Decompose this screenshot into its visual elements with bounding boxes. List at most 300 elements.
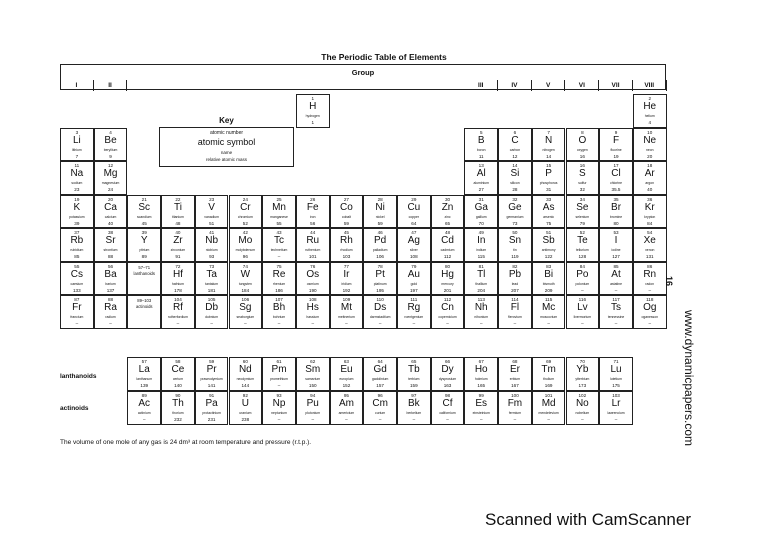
element-mass: 119	[511, 254, 519, 259]
element-mass: 232	[174, 417, 182, 422]
element-atomic-number: 40	[175, 230, 181, 235]
element-cell	[431, 228, 465, 262]
element-name: lithium	[71, 147, 82, 152]
element-atomic-number: 89	[141, 393, 147, 398]
element-symbol: Cu	[407, 201, 421, 213]
element-symbol: Cr	[240, 201, 251, 213]
element-atomic-number: 19	[74, 196, 80, 202]
element-mass: –	[581, 287, 584, 293]
element-cell	[464, 357, 498, 391]
element-atomic-number: 90	[175, 393, 181, 398]
element-name: astatine	[610, 281, 622, 286]
element-cell	[464, 262, 498, 296]
element-symbol: Po	[576, 268, 589, 280]
element-name: carbon	[509, 147, 521, 152]
element-symbol: Ta	[206, 268, 217, 280]
element-name: holmium	[474, 377, 488, 381]
element-symbol: Er	[509, 364, 520, 375]
element-cell	[464, 391, 498, 425]
element-atomic-number: 39	[141, 230, 147, 235]
element-mass: 75	[546, 220, 552, 226]
element-atomic-number: 93	[276, 393, 282, 398]
element-symbol: Sn	[508, 235, 522, 246]
element-cell	[60, 262, 94, 296]
element-cell	[363, 195, 397, 229]
element-name: oganesson	[641, 315, 659, 319]
element-mass: –	[277, 383, 281, 388]
element-atomic-number: 106	[241, 297, 250, 302]
footnote: The volume of one mole of any gas is 24 dm³ at room temperature and pressure (r.t.p.).	[60, 439, 312, 446]
element-mass: 24	[107, 187, 114, 192]
element-mass: 31	[546, 187, 552, 192]
element-symbol: Hf	[172, 268, 183, 280]
element-cell	[397, 357, 431, 391]
element-symbol: Au	[407, 268, 420, 280]
element-cell	[127, 195, 161, 229]
element-atomic-number: 53	[613, 230, 619, 235]
element-block-cell	[127, 262, 161, 296]
element-symbol: Sb	[542, 235, 555, 246]
element-cell	[94, 295, 128, 329]
element-name: neodymium	[236, 377, 255, 381]
element-atomic-number: 105	[207, 297, 216, 302]
element-cell	[599, 161, 633, 195]
element-name: bismuth	[542, 281, 555, 286]
element-atomic-number: 29	[411, 196, 417, 202]
element-cell	[127, 357, 161, 391]
element-atomic-number: 2	[648, 96, 652, 101]
element-cell	[498, 295, 532, 329]
element-cell	[464, 128, 498, 162]
element-mass: –	[648, 321, 652, 326]
element-mass: 106	[376, 254, 384, 259]
element-atomic-number: 52	[579, 230, 585, 235]
element-symbol: Ca	[104, 201, 117, 213]
element-mass: –	[446, 321, 449, 326]
element-atomic-number: 75	[276, 263, 282, 269]
lanthanoids-label: lanthanoids	[60, 373, 97, 380]
element-cell	[262, 195, 296, 229]
element-symbol: Es	[475, 398, 488, 409]
element-cell	[464, 295, 498, 329]
element-mass: –	[75, 321, 79, 326]
element-mass: –	[244, 321, 247, 326]
element-symbol: La	[138, 364, 150, 375]
element-mass: 165	[477, 383, 486, 388]
element-name: caesium	[70, 281, 84, 286]
element-mass: 157	[376, 383, 384, 388]
element-name: osmium	[306, 281, 319, 286]
element-name: fluorine	[610, 147, 622, 152]
element-name: niobium	[205, 248, 218, 252]
element-name: scandium	[136, 214, 152, 219]
element-name: potassium	[69, 214, 85, 219]
element-cell	[330, 357, 364, 391]
element-symbol: Fm	[507, 398, 523, 409]
element-atomic-number: 70	[579, 359, 585, 364]
element-atomic-number: 51	[546, 230, 552, 235]
element-cell	[599, 128, 633, 162]
element-cell	[566, 128, 600, 162]
element-name: fermium	[508, 411, 522, 415]
element-mass: 209	[544, 287, 553, 293]
element-cell	[498, 228, 532, 262]
element-name: boron	[476, 147, 486, 152]
element-name: samarium	[305, 377, 321, 381]
element-name: ytterbium	[575, 377, 590, 381]
element-cell	[363, 391, 397, 425]
element-atomic-number: 49	[478, 230, 484, 235]
element-symbol: Ni	[375, 201, 385, 213]
element-cell	[195, 195, 229, 229]
element-name: germanium	[506, 214, 524, 219]
element-symbol: Tb	[408, 364, 420, 375]
element-symbol: Mc	[541, 302, 556, 313]
element-name: nickel	[375, 214, 385, 219]
element-mass: 173	[578, 383, 587, 388]
element-mass: 56	[310, 220, 316, 226]
element-mass: –	[513, 417, 517, 422]
element-atomic-number: 26	[310, 196, 316, 202]
element-atomic-number: 42	[242, 230, 248, 235]
element-atomic-number: 32	[512, 196, 518, 202]
element-mass: 190	[308, 287, 317, 293]
element-symbol: Nd	[238, 364, 252, 375]
element-symbol: Xe	[643, 235, 656, 246]
element-name: selenium	[575, 214, 590, 219]
element-name: cadmium	[440, 248, 455, 252]
element-symbol: Fl	[510, 302, 520, 313]
element-mass: 7	[75, 153, 79, 159]
element-atomic-number: 64	[377, 359, 383, 364]
element-symbol: Pa	[205, 398, 218, 409]
element-name: lutetium	[610, 377, 622, 381]
element-name: zirconium	[170, 248, 186, 252]
element-symbol: Re	[272, 268, 286, 280]
element-cell	[296, 262, 330, 296]
element-atomic-number: 4	[109, 129, 112, 135]
element-symbol: Tc	[274, 235, 285, 246]
element-symbol: Mn	[272, 201, 286, 213]
element-atomic-number: 108	[308, 297, 317, 302]
element-name: promethium	[270, 377, 288, 381]
element-atomic-number: 35	[613, 196, 619, 202]
element-cell	[127, 228, 161, 262]
element-atomic-number: 14	[512, 163, 518, 168]
element-cell	[532, 295, 566, 329]
element-atomic-number: 12	[107, 163, 114, 168]
element-symbol: Te	[577, 235, 588, 246]
element-cell	[498, 161, 532, 195]
element-cell	[229, 262, 263, 296]
element-mass: 192	[342, 287, 351, 293]
element-atomic-number: 7	[547, 129, 550, 135]
element-symbol: Cs	[70, 268, 83, 280]
element-mass: 59	[377, 220, 383, 226]
page-title: The Periodic Table of Elements	[321, 52, 447, 62]
element-name: indium	[476, 248, 487, 252]
element-name: roentgenium	[404, 315, 424, 319]
element-mass: –	[547, 417, 550, 422]
element-symbol: Np	[272, 398, 286, 409]
element-mass: –	[277, 321, 281, 326]
element-atomic-number: 100	[511, 393, 519, 398]
element-name: plutonium	[305, 411, 321, 415]
element-symbol: Lu	[610, 364, 622, 375]
element-symbol: Sr	[105, 235, 116, 246]
element-symbol: Ce	[171, 364, 185, 375]
group-number: V	[532, 80, 566, 91]
element-symbol: F	[612, 134, 620, 146]
element-symbol: Rf	[172, 302, 183, 313]
element-name: tellurium	[575, 248, 589, 252]
element-symbol: Li	[72, 134, 81, 146]
element-mass: 144	[241, 383, 250, 388]
element-name: chlorine	[610, 181, 622, 185]
element-mass: –	[109, 321, 112, 326]
element-name: rutherfordium	[167, 315, 189, 319]
element-block-cell	[127, 295, 161, 329]
element-name: radium	[105, 315, 116, 319]
element-cell	[397, 195, 431, 229]
element-name: erbium	[509, 377, 521, 381]
element-atomic-number: 9	[614, 129, 618, 135]
element-cell	[498, 128, 532, 162]
element-cell	[633, 128, 667, 162]
element-mass: 186	[275, 287, 283, 293]
element-name: lead	[511, 281, 519, 286]
key-atomic-number: atomic number	[209, 130, 244, 136]
element-symbol: S	[579, 168, 586, 179]
element-symbol: Ti	[173, 201, 182, 213]
element-atomic-number: 61	[276, 359, 282, 364]
element-mass: 4	[648, 120, 652, 125]
group-number: VIII	[633, 80, 667, 91]
element-atomic-number: 27	[343, 196, 349, 202]
element-cell	[195, 391, 229, 425]
element-cell	[262, 391, 296, 425]
element-symbol: I	[614, 235, 618, 246]
element-cell	[195, 228, 229, 262]
element-atomic-number: 45	[343, 230, 349, 235]
element-symbol: He	[643, 101, 657, 112]
side-url: www.dynamicpapers.com	[682, 310, 696, 447]
element-cell	[60, 161, 94, 195]
element-mass: 27	[478, 187, 484, 192]
element-name: iron	[309, 214, 316, 219]
element-name: tin	[513, 248, 517, 252]
element-name: calcium	[104, 214, 117, 219]
element-cell	[633, 161, 667, 195]
element-mass: 12	[512, 153, 518, 159]
element-name: silver	[409, 248, 418, 252]
element-symbol: Kr	[644, 201, 655, 213]
element-mass: –	[176, 321, 180, 326]
element-cell	[532, 128, 566, 162]
element-mass: 40	[107, 220, 114, 226]
element-symbol: Al	[476, 168, 486, 179]
element-atomic-number: 46	[377, 230, 383, 235]
element-atomic-number: 15	[546, 163, 552, 168]
element-cell	[60, 228, 94, 262]
element-cell	[229, 228, 263, 262]
element-atomic-number: 98	[444, 393, 451, 398]
element-cell	[229, 391, 263, 425]
element-atomic-number: 6	[513, 129, 517, 135]
element-atomic-number: 28	[377, 196, 383, 202]
element-symbol: Gd	[373, 364, 387, 375]
element-mass: 88	[107, 254, 114, 259]
element-atomic-number: 63	[343, 359, 349, 364]
element-atomic-number: 84	[579, 263, 585, 269]
element-name: mendelevium	[538, 411, 559, 415]
element-name: ruthenium	[305, 248, 321, 252]
element-name: tennessine	[607, 315, 625, 319]
element-mass: –	[210, 321, 213, 326]
element-cell	[566, 195, 600, 229]
element-atomic-number: 104	[174, 297, 182, 302]
element-mass: –	[345, 321, 348, 326]
element-name: gallium	[475, 214, 487, 219]
element-atomic-number: 30	[444, 196, 451, 202]
element-cell	[633, 94, 667, 128]
element-symbol: Ba	[104, 268, 117, 280]
group-number: VI	[566, 80, 600, 91]
element-cell	[498, 195, 532, 229]
element-atomic-number: 87	[74, 297, 80, 302]
element-name: antimony	[541, 248, 556, 252]
element-atomic-number: 16	[579, 163, 585, 168]
element-atomic-number: 41	[209, 230, 215, 235]
element-cell	[262, 295, 296, 329]
element-mass: 9	[109, 153, 112, 159]
element-mass: –	[648, 287, 652, 293]
element-mass: –	[277, 417, 281, 422]
element-symbol: Rh	[340, 235, 353, 246]
element-cell	[94, 128, 128, 162]
element-atomic-number: 115	[544, 297, 553, 302]
element-mass: –	[412, 417, 416, 422]
element-symbol: Ds	[374, 302, 387, 313]
element-mass: 122	[544, 254, 553, 259]
element-cell	[498, 391, 532, 425]
element-atomic-number: 3	[75, 129, 79, 135]
element-name: bromine	[609, 214, 623, 219]
element-symbol: Zr	[173, 235, 183, 246]
element-name: copernicium	[438, 315, 457, 319]
element-atomic-number: 65	[411, 359, 417, 364]
element-name: terbium	[408, 377, 420, 381]
element-cell	[566, 228, 600, 262]
element-symbol: Be	[104, 134, 117, 146]
element-cell	[532, 161, 566, 195]
element-cell	[330, 228, 364, 262]
element-mass: 45	[141, 220, 147, 226]
element-cell	[566, 391, 600, 425]
element-symbol: Ne	[643, 134, 657, 146]
element-name: neon	[645, 147, 654, 152]
element-symbol: Mo	[238, 235, 253, 246]
element-cell	[397, 391, 431, 425]
element-mass: 175	[612, 383, 620, 388]
element-cell	[532, 357, 566, 391]
element-name: aluminium	[473, 181, 489, 185]
element-atomic-number: 95	[343, 393, 349, 398]
element-symbol: As	[542, 201, 555, 213]
element-name: praseodymium	[200, 377, 223, 381]
element-cell	[633, 228, 667, 262]
element-mass: –	[378, 417, 382, 422]
element-name: rhenium	[272, 281, 286, 286]
key-atomic-symbol: atomic symbol	[197, 137, 256, 147]
element-atomic-number: 59	[209, 359, 215, 364]
element-symbol: Pd	[374, 235, 387, 246]
element-symbol: Y	[140, 235, 148, 246]
element-symbol: No	[575, 398, 589, 409]
element-symbol: Br	[611, 201, 622, 213]
element-name: dysprosium	[438, 377, 457, 381]
element-symbol: Tl	[477, 268, 486, 280]
element-name: protactinium	[202, 411, 221, 415]
element-cell	[229, 357, 263, 391]
element-cell	[229, 295, 263, 329]
element-symbol: Hs	[306, 302, 319, 313]
element-symbol: Sm	[305, 364, 321, 375]
element-name: helium	[644, 114, 655, 118]
element-atomic-number: 96	[377, 393, 383, 398]
element-symbol: Ho	[474, 364, 488, 375]
group-label: Group	[351, 68, 375, 77]
element-mass: 131	[645, 254, 654, 259]
element-atomic-number: 69	[546, 359, 552, 364]
element-name: manganese	[270, 214, 288, 219]
element-symbol: Cm	[372, 398, 388, 409]
element-symbol: N	[545, 134, 553, 146]
element-cell	[229, 195, 263, 229]
element-symbol: Og	[643, 302, 657, 313]
element-symbol: Ge	[508, 201, 522, 213]
element-symbol: Bk	[408, 398, 420, 409]
element-cell	[566, 262, 600, 296]
element-mass: –	[614, 287, 618, 293]
element-atomic-number: 97	[411, 393, 417, 398]
element-mass: –	[513, 321, 517, 326]
element-atomic-number: 91	[209, 393, 215, 398]
element-mass: 20	[647, 153, 653, 159]
element-symbol: K	[73, 201, 81, 213]
element-symbol: Hg	[441, 268, 454, 280]
element-cell	[599, 391, 633, 425]
element-mass: 35.5	[611, 187, 621, 192]
element-atomic-number: 36	[647, 196, 653, 202]
element-mass: –	[581, 417, 584, 422]
element-cell	[296, 357, 330, 391]
element-cell	[161, 262, 195, 296]
scanner-watermark: Scanned with CamScanner	[485, 510, 692, 529]
element-cell	[397, 295, 431, 329]
element-cell	[94, 161, 128, 195]
element-name: barium	[105, 281, 116, 286]
element-mass: 133	[73, 287, 81, 293]
element-cell	[566, 357, 600, 391]
element-name: cobalt	[341, 214, 351, 219]
element-symbol: Nh	[474, 302, 488, 313]
element-cell	[330, 295, 364, 329]
element-name: berkelium	[406, 411, 422, 415]
group-number: IV	[498, 80, 532, 91]
element-mass: 84	[647, 220, 653, 226]
element-mass: 85	[74, 254, 80, 259]
